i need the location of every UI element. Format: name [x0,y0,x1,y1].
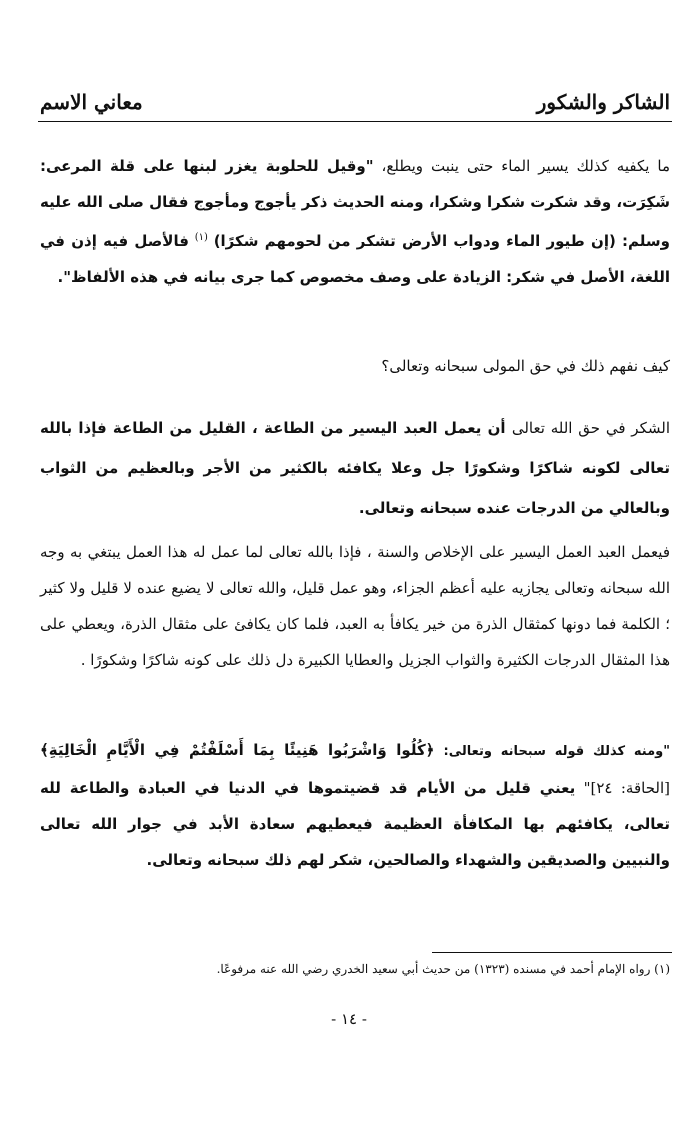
paragraph-1-quote: "وقيل للحلوبة يغزر لبنها على قلة المرعى: شَكِرَت، وقد شكرت شكرا وشكرا، ومنه الحديث ذكر يأجوج ومأجوج فقال صلى الله عليه وسلم: (إن طيور الماء ودواب الأرض تشكر من لحومهم شكرًا) [40,157,671,250]
paragraph-3-text: الشكر في حق الله تعالى [511,419,670,437]
paragraph-1-end: فالأصل فيه إذن في اللغة، الأصل في شكر: الزيادة على وصف مخصوص كما جرى بيانه في هذه الألفاظ". [40,232,670,286]
header-book-title: الشاكر والشكور [536,90,670,114]
page-number: - ١٤ - [331,1010,367,1028]
footnote-ref-1: (١) [194,232,208,243]
verse-reference: [الحاقة: ٢٤]" [583,779,670,797]
paragraph-4-text: فيعمل العبد العمل اليسير على الإخلاص والسنة ، فإذا بالله تعالى لما عمل له هذا العمل يبتغي به وجه الله سبحانه وتعالى يجازيه عليه أعظم الجزاء، وهو عمل قليل، والله تعالى لا يضيع عنده لا قليل ولا كثير ؛ الكلمة فما دونها كمثقال الذرة من خير يكافأ به العبد، فلما كان يكافئ على مثقال الذرة، ويعطي على هذا المثقال الدرجات الكثيرة والثواب الجزيل والعطايا الكبيرة دل ذلك على كونه شاكرًا وشكورًا . [40,543,670,669]
paragraph-5-intro: "ومنه كذلك قوله سبحانه وتعالى: [443,744,670,759]
paragraph-3-bold: أن يعمل العبد اليسير من الطاعة ، القليل من الطاعة فإذا بالله تعالى لكونه شاكرًا وشكورًا جل وعلا يكافئه بالكثير من الأجر وبالعظيم من الثواب وبالعالي من الدرجات عنده سبحانه وتعالى. [40,419,670,517]
paragraph-1 [40,148,670,295]
paragraph-5 [40,732,670,878]
paragraph-2-text: كيف نفهم ذلك في حق المولى سبحانه وتعالى؟ [381,357,670,375]
paragraph-5-text: يعني قليل من الأيام قد قضيتموها في الدنيا في العبادة والطاعة لله تعالى، يكافئهم بها المكافأة العظيمة فيعطيهم سعادة الأبد في جوار الله تعالى والنبيين والصديقين والشهداء والصالحين، شكر لهم ذلك سبحانه وتعالى. [40,779,670,869]
paragraph-4 [40,534,670,678]
footnote-divider [432,952,672,953]
paragraph-2 [40,348,670,384]
running-header [40,84,670,122]
quran-verse: ﴿كُلُوا وَاشْرَبُوا هَنِيئًا بِمَا أَسْلَفْتُمْ فِي الْأَيَّامِ الْخَالِيَةِ﴾ [40,741,435,759]
footnote: (١) رواه الإمام أحمد في مسنده (١٣٢٣) من حديث أبي سعيد الخدري رضي الله عنه مرفوعًا. [216,962,670,976]
paragraph-3 [40,408,670,528]
header-chapter-title: معاني الاسم [40,90,143,114]
header-divider [38,121,672,122]
paragraph-1-text: ما يكفيه كذلك يسير الماء حتى ينبت ويطلع، [381,157,670,175]
